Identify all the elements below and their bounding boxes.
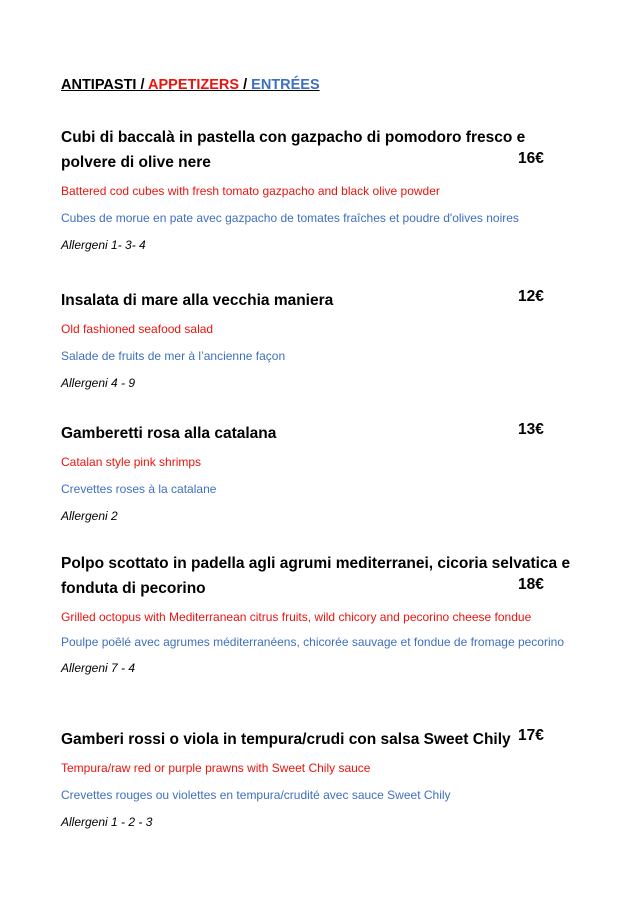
menu-item <box>61 288 579 391</box>
dish-title: Gamberetti rosa alla catalana <box>61 425 277 442</box>
dish-description-fr: Cubes de morue en pate avec gazpacho de tomates fraîches et poudre d'olives noires <box>61 211 519 225</box>
dish-price: 17€ <box>518 727 544 744</box>
dish-allergens: Allergeni 1- 3- 4 <box>61 238 146 252</box>
dish-allergens: Allergeni 1 - 2 - 3 <box>61 815 153 829</box>
heading-french: ENTRÉES <box>251 77 320 93</box>
heading-separator: / <box>239 77 252 93</box>
dish-allergens: Allergeni 7 - 4 <box>61 661 136 675</box>
heading-separator: / <box>136 77 149 93</box>
dish-description-en: Catalan style pink shrimps <box>61 455 202 469</box>
dish-description-fr: Crevettes roses à la catalane <box>61 482 217 496</box>
dish-description-en: Tempura/raw red or purple prawns with Sweet Chily sauce <box>61 761 371 775</box>
dish-price: 12€ <box>518 288 544 305</box>
dish-description-en: Grilled octopus with Mediterranean citrus fruits, wild chicory and pecorino cheese fondue <box>61 610 532 624</box>
dish-description-fr: Salade de fruits de mer à l’ancienne façon <box>61 349 286 363</box>
dish-price: 18€ <box>518 576 544 593</box>
dish-title: Insalata di mare alla vecchia maniera <box>61 292 334 309</box>
menu-item <box>61 421 579 524</box>
dish-allergens: Allergeni 2 <box>61 509 118 523</box>
dish-price: 16€ <box>518 150 544 167</box>
dish-description-fr: Poulpe poêlé avec agrumes méditerranéens, chicorée sauvage et fondue de fromage pecorino <box>61 635 564 649</box>
menu-item <box>61 125 579 253</box>
dish-title: Polpo scottato in padella agli agrumi mediterranei, cicoria selvatica e fonduta di pecorino <box>61 555 571 597</box>
dish-description-en: Old fashioned seafood salad <box>61 322 214 336</box>
dish-allergens: Allergeni 4 - 9 <box>61 376 136 390</box>
dish-title: Cubi di baccalà in pastella con gazpacho di pomodoro fresco e polvere di olive nere <box>61 129 526 171</box>
dish-title: Gamberi rossi o viola in tempura/crudi con salsa Sweet Chily <box>61 731 511 748</box>
heading-english: APPETIZERS <box>148 77 240 93</box>
dish-description-en: Battered cod cubes with fresh tomato gazpacho and black olive powder <box>61 184 440 198</box>
section-heading <box>61 77 320 93</box>
menu-item <box>61 551 579 676</box>
menu-item <box>61 727 579 830</box>
dish-description-fr: Crevettes rouges ou violettes en tempura/crudité avec sauce Sweet Chily <box>61 788 451 802</box>
heading-italian: ANTIPASTI <box>61 77 137 93</box>
dish-price: 13€ <box>518 421 544 438</box>
